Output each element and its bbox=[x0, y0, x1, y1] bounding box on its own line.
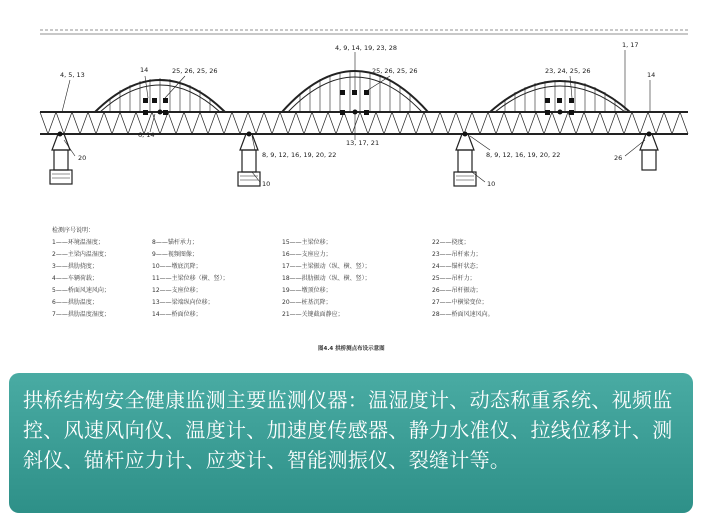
sensor-markers bbox=[58, 90, 652, 137]
callout-label: 6, 14 bbox=[138, 131, 155, 139]
legend-entry: 6——拱肋温度； bbox=[52, 299, 98, 306]
legend-entry: 12——支座位移； bbox=[152, 287, 202, 294]
callout-label: 10 bbox=[262, 180, 271, 188]
legend-entry: 3——拱肋挠度； bbox=[52, 263, 98, 270]
legend-entry: 15——主梁位移； bbox=[282, 239, 332, 246]
legend-entry: 20——桩基沉降； bbox=[282, 299, 332, 306]
callout-label: 20 bbox=[78, 154, 87, 162]
legend-entry: 2——主梁内温湿度； bbox=[52, 251, 110, 258]
callout-labels bbox=[60, 41, 655, 188]
callout-label: 8, 9, 12, 16, 19, 20, 22 bbox=[486, 151, 561, 159]
callout-label: 23, 24, 25, 26 bbox=[545, 67, 591, 75]
legend-entry: 11——主梁位移（横、竖）； bbox=[152, 275, 229, 282]
callout-label: 4, 9, 14, 19, 23, 28 bbox=[335, 44, 398, 52]
legend-entry: 22——挠度； bbox=[432, 239, 470, 246]
callout-label: 25, 26, 25, 26 bbox=[372, 67, 418, 75]
legend-entry: 7——拱肋温度湿度； bbox=[52, 311, 110, 318]
callout-label: 14 bbox=[140, 66, 149, 74]
legend-entry: 23——吊杆索力； bbox=[432, 251, 482, 258]
legend-entry: 28——桥面风速风向。 bbox=[432, 311, 494, 318]
legend-entry: 18——拱肋振动（纵、横、竖）； bbox=[282, 275, 371, 282]
callout-label: 13, 17, 21 bbox=[346, 139, 380, 147]
legend-entry: 13——梁端纵向位移； bbox=[152, 299, 214, 306]
legend-entry: 9——视频图像； bbox=[152, 251, 198, 258]
legend-entry: 17——主梁振动（纵、横、竖）； bbox=[282, 263, 371, 270]
legend-entry: 10——墩底沉降； bbox=[152, 263, 202, 270]
legend-entry: 26——吊杆振动； bbox=[432, 287, 482, 294]
legend-entry: 4——车辆荷载； bbox=[52, 275, 98, 282]
caption-text: 拱桥结构安全健康监测主要监测仪器：温湿度计、动态称重系统、视频监控、风速风向仪、温度计、加速度传感器、静力水准仪、拉线位移计、测斜仪、锚杆应力计、应变计、智能测振仪、裂缝计等。 bbox=[23, 388, 673, 472]
callout-label: 4, 5, 13 bbox=[60, 71, 85, 79]
legend-entry: 27——中横梁变位； bbox=[432, 299, 488, 306]
caption-panel bbox=[9, 373, 693, 513]
callout-label: 25, 26, 25, 26 bbox=[172, 67, 218, 75]
legend-entry: 24——锚杆状态； bbox=[432, 263, 482, 270]
figure-caption: 图4.4 拱桥测点布设示意图 bbox=[318, 346, 385, 352]
callout-label: 10 bbox=[487, 180, 496, 188]
legend-title: 检测序号说明： bbox=[52, 227, 95, 234]
callout-label: 8, 9, 12, 16, 19, 20, 22 bbox=[262, 151, 337, 159]
legend-entry: 1——环境温湿度； bbox=[52, 239, 104, 246]
legend-entry: 14——桥面位移； bbox=[152, 311, 202, 318]
callout-label: 1, 17 bbox=[622, 41, 639, 49]
legend-table bbox=[52, 238, 494, 318]
legend-entry: 8——锚杆承力； bbox=[152, 239, 198, 246]
callout-label: 26 bbox=[614, 154, 623, 162]
legend-entry: 16——支座应力； bbox=[282, 251, 332, 258]
legend-entry: 25——吊杆力； bbox=[432, 275, 476, 282]
bridge-structure bbox=[40, 30, 688, 186]
legend-entry: 19——墩顶位移； bbox=[282, 287, 332, 294]
legend-entry: 5——桥面风速风向； bbox=[52, 287, 110, 294]
legend-entry: 21——关键截面静应； bbox=[282, 311, 344, 318]
callout-label: 14 bbox=[647, 71, 656, 79]
